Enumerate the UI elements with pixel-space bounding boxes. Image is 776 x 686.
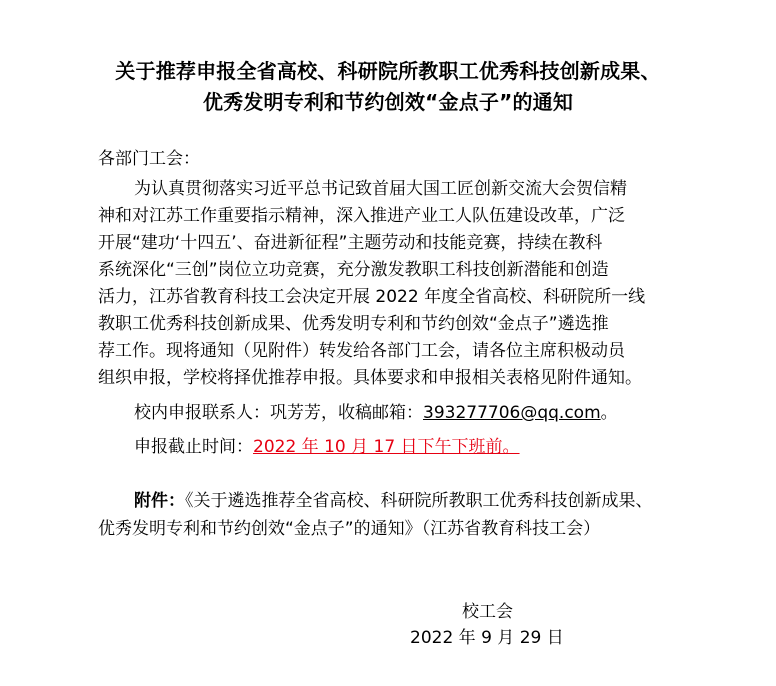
signature-org: 校工会 xyxy=(462,602,513,622)
deadline-label: 申报截止时间： xyxy=(134,437,253,457)
document-title-line-1: 关于推荐申报全省高校、科研院所教职工优秀科技创新成果、 xyxy=(115,59,661,83)
contact-label: 校内申报联系人：巩芳芳，收稿邮箱： xyxy=(134,403,423,423)
deadline-line xyxy=(134,436,520,458)
body-paragraph-line: 开展“建功‘十四五’、奋进新征程”主题劳动和技能竞赛，持续在教科 xyxy=(98,233,603,253)
body-paragraph-line: 活力，江苏省教育科技工会决定开展 2022 年度全省高校、科研院所一线 xyxy=(98,287,646,307)
attachment-title-part-1[interactable]: 《关于遴选推荐全省高校、科研院所教职工优秀科技创新成果、 xyxy=(185,491,653,511)
contact-email-link[interactable]: 393277706@qq.com xyxy=(423,403,601,423)
attachment-label: 附件： xyxy=(134,491,185,511)
contact-suffix: 。 xyxy=(600,403,618,423)
attachment-line-2[interactable]: 优秀发明专利和节约创效“金点子”的通知》（江苏省教育科技工会） xyxy=(98,519,601,539)
contact-line xyxy=(134,402,618,424)
attachment-line-1 xyxy=(134,490,653,512)
deadline-value: 2022 年 10 月 17 日下午下班前。 xyxy=(253,437,520,457)
body-paragraph-line: 神和对江苏工作重要指示精神，深入推进产业工人队伍建设改革，广泛 xyxy=(98,206,625,226)
body-paragraph-line: 荐工作。现将通知（见附件）转发给各部门工会，请各位主席积极动员 xyxy=(98,341,625,361)
body-paragraph-line: 为认真贯彻落实习近平总书记致首届大国工匠创新交流大会贺信精 xyxy=(134,179,627,199)
body-paragraph-line: 系统深化“三创”岗位立功竞赛，充分激发教职工科技创新潜能和创造 xyxy=(98,260,609,280)
body-paragraph-line: 教职工优秀科技创新成果、优秀发明专利和节约创效“金点子”遴选推 xyxy=(98,314,609,334)
document-title-line-2: 优秀发明专利和节约创效“金点子”的通知 xyxy=(202,90,574,114)
signature-date: 2022 年 9 月 29 日 xyxy=(410,628,564,648)
salutation: 各部门工会： xyxy=(98,149,200,169)
body-paragraph-line: 组织申报，学校将择优推荐申报。具体要求和申报相关表格见附件通知。 xyxy=(98,368,642,388)
